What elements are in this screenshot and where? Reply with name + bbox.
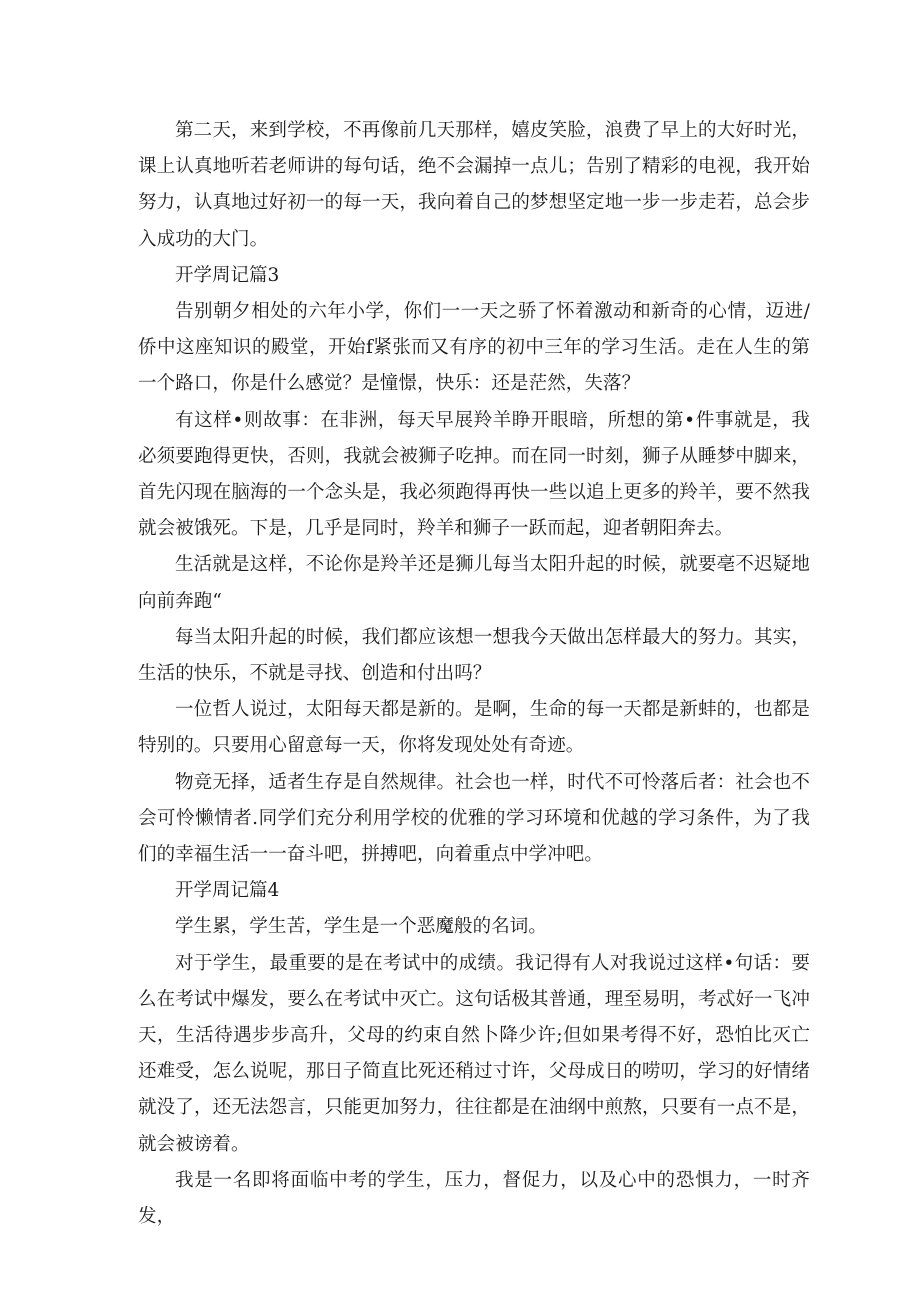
paragraph: 学生累，学生苦，学生是一个恶魔般的名词。 bbox=[175, 916, 548, 938]
paragraph: 生活就是这样，不论你是羚羊还是狮儿每当太阳升起的时候，就要亳不迟疑地向前奔跑“ bbox=[138, 554, 810, 612]
paragraph: 第二天，来到学校，不再像前几天那样，嬉皮笑脸，浪费了早上的大好时光，课上认真地听若老师讲的每句话，绝不会漏掉一点儿；告别了精彩的电视，我开始努力，认真地过好初一的每一天，我向着自己的梦想坚定地一步一步走若，总会步入成功的大门。 bbox=[138, 120, 810, 250]
paragraph: 有这样•则故事：在非洲，每天早展羚羊睁开眼暗，所想的第•件事就是，我必须要跑得更快，否则，我就会被狮子吃抻。而在同一时刻，狮子从睡梦中脚来，首先闪现在脑海的一个念头是，我必须跑得再快一些以追上更多的羚羊，要不然我就会被饿死。下是，几乎是同时，羚羊和狮子一跃而起，迎者朝阳奔去。 bbox=[138, 409, 810, 540]
section-heading: 开学周记篇4 bbox=[175, 880, 280, 902]
section-heading: 开学周记篇3 bbox=[175, 264, 280, 286]
paragraph: 每当太阳升起的时候，我们都应该想一想我今天做出怎样最大的努力。其实，生活的快乐，不就是寻找、创造和付出吗？ bbox=[138, 626, 810, 685]
paragraph: 对于学生，最重要的是在考试中的成绩。我记得有人对我说过这样•句话：要么在考试中爆发，要么在考试中灭亡。这句话极其普通，理至易明，考忒好一飞冲天，生活待遇步步高升，父母的约束自然卜降少许;但如果考得不好，恐怕比灭亡还难受，怎么说呢，那日子简直比死还稍过寸许，父母成日的唠叨，学习的好情绪就没了，还无法怨言，只能更加努力，往往都是在油纲中煎熬，只要有一点不是，就会被谤着。 bbox=[138, 952, 810, 1155]
paragraph: 我是一名即将面临中考的学生，压力，督促力，以及心中的恐惧力，一时齐发， bbox=[138, 1169, 810, 1228]
paragraph: 一位哲人说过，太阳每天都是新的。是啊，生命的每一天都是新蚌的，也都是特别的。只要用心留意每一天，你将发现处处有奇迹。 bbox=[138, 699, 810, 757]
paragraph: 物竞无择，适者生存是自然规律。社会也一样，时代不可怜落后者：社会也不会可怜懒情者.同学们充分利用学校的优雅的学习环境和优越的学习条件，为了我们的幸福生活一一奋斗吧，拼搏吧，向着重点中学冲吧。 bbox=[138, 771, 810, 866]
paragraph: 告别朝夕相处的六年小学，你们一一天之骄了怀着激动和新奇的心情，迈进/侨中这座知识的殿堂，开始f紧张而又有序的初中三年的学习生活。走在人生的第一个路口，你是什么感觉？是憧憬，快乐：还是茫然，失落？ bbox=[138, 301, 810, 395]
document-page bbox=[138, 113, 810, 1235]
